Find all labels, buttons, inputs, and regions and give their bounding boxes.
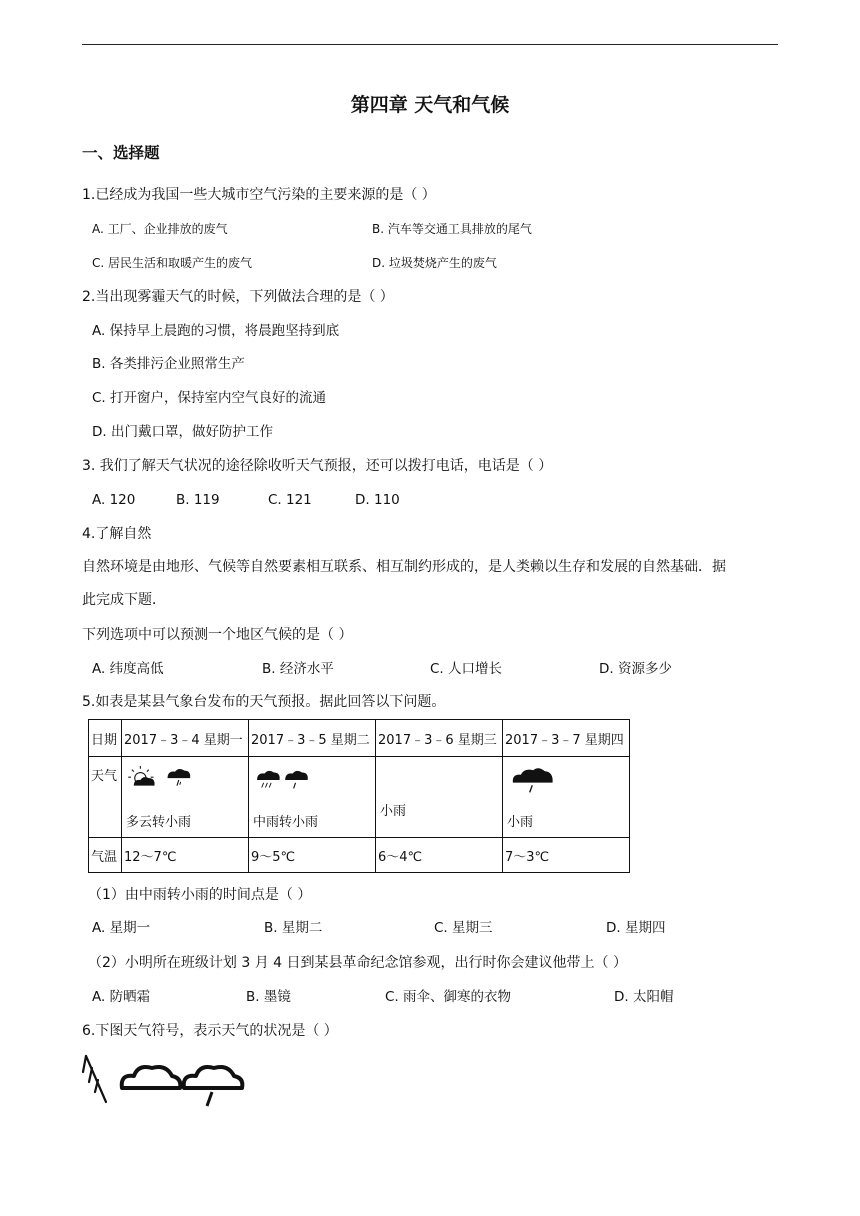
question-5-stem: 5.如表是某县气象台发布的天气预报。据此回答以下问题。 bbox=[82, 694, 446, 710]
q3-option-c[interactable]: C. 121 bbox=[268, 492, 312, 508]
light-rain-icon bbox=[507, 765, 577, 795]
weather-text-1: 多云转小雨 bbox=[126, 815, 192, 830]
q3-option-a[interactable]: A. 120 bbox=[92, 492, 136, 508]
temp-cell-1: 12～7℃ bbox=[122, 838, 249, 873]
section-title: 一、选择题 bbox=[82, 144, 160, 162]
table-row-temps bbox=[89, 838, 630, 873]
q5-sub1-stem: （1）由中雨转小雨的时间点是（ ） bbox=[88, 887, 312, 903]
q2-option-c[interactable]: C. 打开窗户，保持室内空气良好的流通 bbox=[92, 390, 327, 406]
q4-option-d[interactable]: D. 资源多少 bbox=[599, 661, 672, 677]
weather-text-3: 小雨 bbox=[380, 804, 407, 819]
weather-symbol-icon bbox=[80, 1050, 250, 1110]
q3-option-b[interactable]: B. 119 bbox=[176, 492, 220, 508]
question-3-stem: 3. 我们了解天气状况的途径除收听天气预报，还可以拨打电话，电话是（ ） bbox=[82, 458, 553, 474]
moderate-to-light-rain-icon bbox=[253, 765, 323, 795]
q5-sub1-option-a[interactable]: A. 星期一 bbox=[92, 920, 151, 936]
date-cell-2: 2017﹣3﹣5 星期二 bbox=[249, 720, 376, 757]
header-rule bbox=[82, 44, 778, 45]
weather-text-2: 中雨转小雨 bbox=[253, 815, 319, 830]
date-cell-1: 2017﹣3﹣4 星期一 bbox=[122, 720, 249, 757]
row-label-weather bbox=[89, 757, 122, 838]
q5-sub1-option-d[interactable]: D. 星期四 bbox=[606, 920, 666, 936]
date-cell-3: 2017﹣3﹣6 星期三 bbox=[376, 720, 503, 757]
weather-cell-1 bbox=[122, 757, 249, 838]
row-label-temp: 气温 bbox=[89, 838, 122, 873]
q2-option-d[interactable]: D. 出门戴口罩，做好防护工作 bbox=[92, 424, 273, 440]
q1-option-b[interactable]: B. 汽车等交通工具排放的尾气 bbox=[372, 222, 532, 236]
q3-option-d[interactable]: D. 110 bbox=[355, 492, 400, 508]
q5-sub1-option-c[interactable]: C. 星期三 bbox=[434, 920, 493, 936]
question-1-stem: 1.已经成为我国一些大城市空气污染的主要来源的是（ ） bbox=[82, 187, 436, 203]
weather-cell-3 bbox=[376, 757, 503, 838]
q5-sub2-option-d[interactable]: D. 太阳帽 bbox=[614, 989, 674, 1005]
table-row-weather bbox=[89, 757, 630, 838]
temp-cell-4: 7～3℃ bbox=[503, 838, 630, 873]
weather-cell-2 bbox=[249, 757, 376, 838]
q4-question: 下列选项中可以预测一个地区气候的是（ ） bbox=[82, 627, 353, 643]
q1-option-c[interactable]: C. 居民生活和取暖产生的废气 bbox=[92, 256, 253, 270]
q5-sub2-option-a[interactable]: A. 防晒霜 bbox=[92, 989, 151, 1005]
q2-option-b[interactable]: B. 各类排污企业照常生产 bbox=[92, 356, 245, 372]
row-label-date: 日期 bbox=[89, 720, 122, 757]
q1-option-a[interactable]: A. 工厂、企业排放的废气 bbox=[92, 222, 228, 236]
cloudy-to-light-rain-icon bbox=[126, 765, 196, 795]
chapter-title: 第四章 天气和气候 bbox=[350, 94, 510, 116]
q2-option-a[interactable]: A. 保持早上晨跑的习惯，将晨跑坚持到底 bbox=[92, 323, 340, 339]
temp-cell-3: 6～4℃ bbox=[376, 838, 503, 873]
q4-paragraph-line-1: 自然环境是由地形、气候等自然要素相互联系、相互制约形成的，是人类赖以生存和发展的自然基础．据 bbox=[82, 559, 726, 575]
q4-option-c[interactable]: C. 人口增长 bbox=[430, 661, 503, 677]
temp-cell-2: 9～5℃ bbox=[249, 838, 376, 873]
q5-sub2-stem: （2）小明所在班级计划 3 月 4 日到某县革命纪念馆参观，出行时你会建议他带上（ ） bbox=[88, 955, 627, 971]
q1-option-d[interactable]: D. 垃圾焚烧产生的废气 bbox=[372, 256, 497, 270]
q4-option-b[interactable]: B. 经济水平 bbox=[262, 661, 334, 677]
weather-text-4: 小雨 bbox=[507, 815, 534, 830]
q5-sub2-option-b[interactable]: B. 墨镜 bbox=[246, 989, 291, 1005]
table-row-dates bbox=[89, 720, 630, 757]
q5-sub1-option-b[interactable]: B. 星期二 bbox=[264, 920, 323, 936]
row-label-weather-text: 天气 bbox=[91, 769, 118, 784]
q4-option-a[interactable]: A. 纬度高低 bbox=[92, 661, 164, 677]
weather-forecast-table bbox=[88, 719, 630, 873]
question-6-stem: 6.下图天气符号，表示天气的状况是（ ） bbox=[82, 1023, 338, 1039]
q5-sub2-option-c[interactable]: C. 雨伞、御寒的衣物 bbox=[385, 989, 512, 1005]
question-4-stem: 4.了解自然 bbox=[82, 526, 152, 542]
date-cell-4: 2017﹣3﹣7 星期四 bbox=[503, 720, 630, 757]
q4-paragraph-line-2: 此完成下题． bbox=[82, 592, 166, 608]
weather-cell-4 bbox=[503, 757, 630, 838]
question-2-stem: 2.当出现雾霾天气的时候，下列做法合理的是（ ） bbox=[82, 289, 394, 305]
